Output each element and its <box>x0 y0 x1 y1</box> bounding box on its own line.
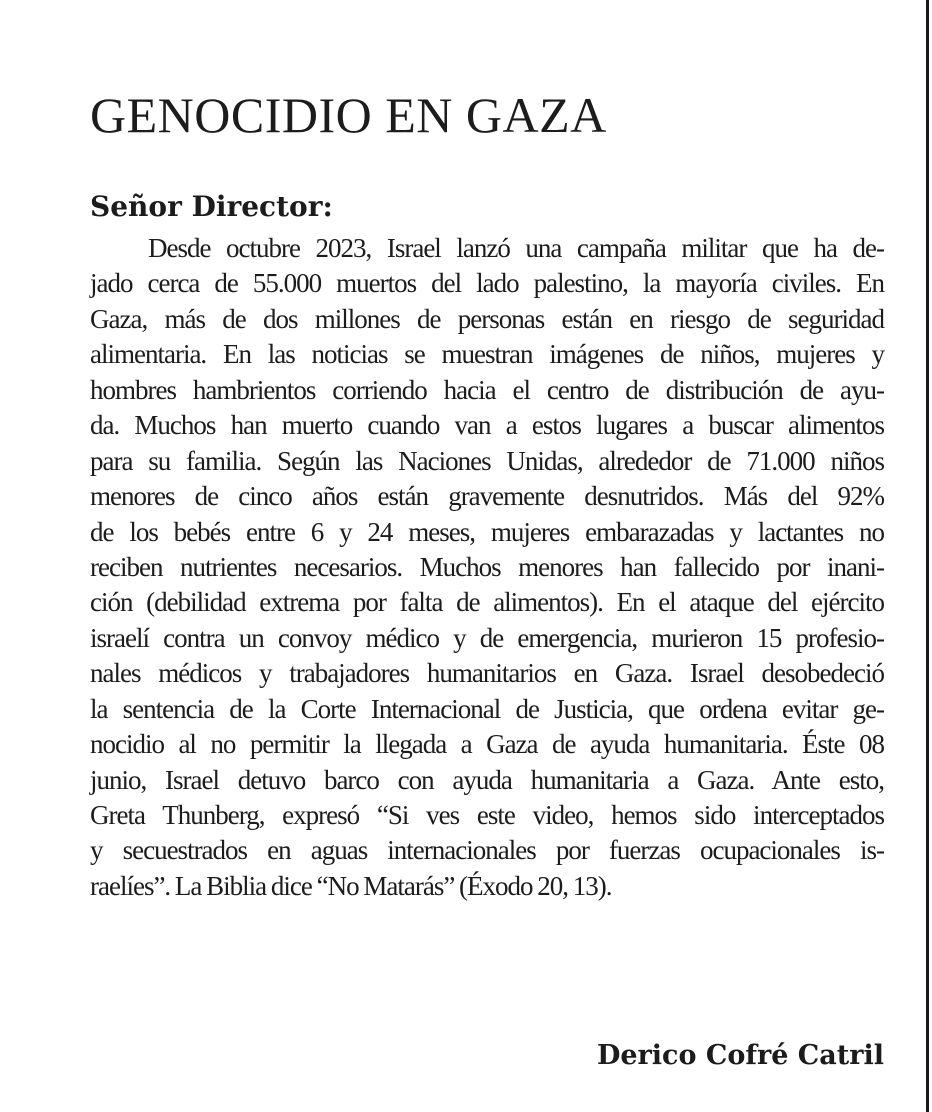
body-line: Gaza, más de dos millones de personas están en riesgo de seguridad <box>90 303 884 334</box>
body-line: menores de cinco años están gravemente desnutridos. Más del 92% <box>90 481 884 512</box>
body-line: israelí contra un convoy médico y de emergencia, murieron 15 profesio- <box>90 622 884 653</box>
column-divider <box>926 0 929 1112</box>
body-line: la sentencia de la Corte Internacional de Justicia, que ordena evitar ge- <box>90 693 884 724</box>
body-line: para su familia. Según las Naciones Unidas, alrededor de 71.000 niños <box>90 445 884 476</box>
body-line: y secuestrados en aguas internacionales por fuerzas ocupacionales is- <box>90 835 884 866</box>
body-line: de los bebés entre 6 y 24 meses, mujeres embarazadas y lactantes no <box>90 516 884 547</box>
body-line: ción (debilidad extrema por falta de alimentos). En el ataque del ejército <box>90 587 884 618</box>
body-line: alimentaria. En las noticias se muestran imágenes de niños, mujeres y <box>90 339 884 370</box>
letter-signature: Derico Cofré Catril <box>596 1040 884 1071</box>
letter-salutation: Señor Director: <box>90 190 333 223</box>
body-line: junio, Israel detuvo barco con ayuda humanitaria a Gaza. Ante esto, <box>90 764 884 795</box>
letter-headline: GENOCIDIO EN GAZA <box>90 87 607 143</box>
body-line: jado cerca de 55.000 muertos del lado palestino, la mayoría civiles. En <box>90 268 884 299</box>
body-line: reciben nutrientes necesarios. Muchos menores han fallecido por inani- <box>90 551 884 582</box>
body-line: nales médicos y trabajadores humanitarios en Gaza. Israel desobedeció <box>90 658 884 689</box>
body-line: da. Muchos han muerto cuando van a estos lugares a buscar alimentos <box>90 410 884 441</box>
body-line: Greta Thunberg, expresó “Si ves este video, hemos sido interceptados <box>90 800 884 830</box>
body-line: Desde octubre 2023, Israel lanzó una campaña militar que ha de- <box>148 233 884 263</box>
body-line: hombres hambrientos corriendo hacia el centro de distribución de ayu- <box>90 374 884 405</box>
letter-body <box>90 231 884 904</box>
body-line: raelíes”. La Biblia dice “No Matarás” (Éxodo 20, 13). <box>90 870 612 901</box>
body-line: nocidio al no permitir la llegada a Gaza de ayuda humanitaria. Éste 08 <box>90 729 884 760</box>
